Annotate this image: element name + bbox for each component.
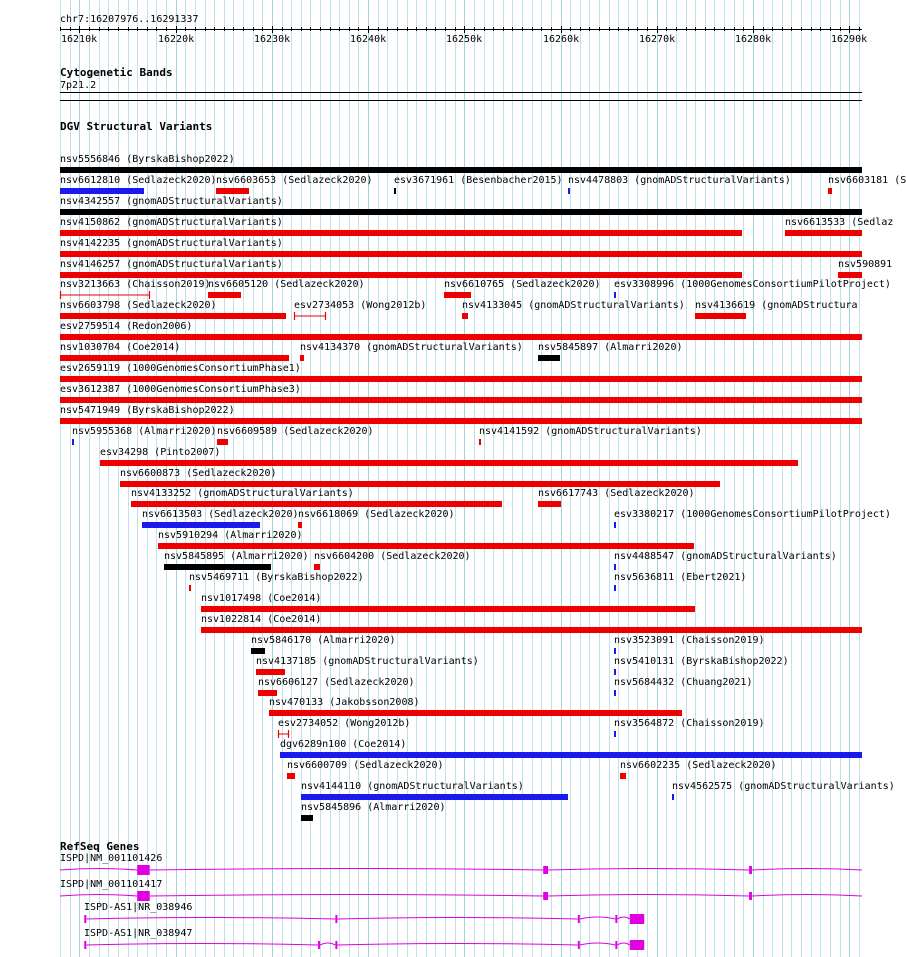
ruler-minor-tick	[89, 27, 90, 31]
sv-feature-label: nsv5471949 (ByrskaBishop2022)	[60, 405, 235, 416]
sv-feature-label: nsv4342557 (gnomADStructuralVariants)	[60, 196, 283, 207]
ruler-tick-label: 16260k	[543, 34, 580, 45]
ruler-minor-tick	[772, 27, 773, 31]
ruler-minor-tick	[820, 27, 821, 31]
grid-line	[532, 0, 533, 957]
sv-feature-bar	[280, 752, 862, 758]
ruler-minor-tick	[724, 27, 725, 31]
grid-line	[859, 0, 860, 957]
grid-line	[743, 0, 744, 957]
ruler-minor-tick	[474, 27, 475, 31]
sv-feature-label: esv2659119 (1000GenomesConsortiumPhase1)	[60, 363, 301, 374]
grid-line	[291, 0, 292, 957]
ruler-minor-tick	[147, 27, 148, 31]
ruler-minor-tick	[60, 27, 61, 31]
sv-feature-label: nsv5636811 (Ebert2021)	[614, 572, 747, 583]
sv-feature-label: nsv5684432 (Chuang2021)	[614, 677, 753, 688]
ruler-tick-label: 16240k	[350, 34, 387, 45]
ruler-minor-tick	[609, 27, 610, 31]
grid-line	[493, 0, 494, 957]
sv-feature-bar	[785, 230, 862, 236]
sv-feature-label: nsv4136619 (gnomADStructura	[695, 300, 858, 311]
sv-feature-label: nsv1017498 (Coe2014)	[201, 593, 322, 604]
ruler-minor-tick	[686, 27, 687, 31]
ruler-minor-tick	[791, 27, 792, 31]
sv-feature-label: nsv4133252 (gnomADStructuralVariants)	[131, 488, 354, 499]
ruler-minor-tick	[695, 27, 696, 31]
sv-feature-bar	[258, 690, 277, 696]
sv-feature-bar	[131, 501, 502, 507]
grid-line	[108, 0, 109, 957]
gene-model	[0, 863, 890, 879]
ruler-minor-tick	[811, 27, 812, 31]
sv-feature-bar	[568, 188, 570, 194]
ruler-minor-tick	[445, 27, 446, 31]
ruler-major-tick	[561, 26, 562, 33]
sv-feature-label: nsv6612810 (Sedlazeck2020)	[60, 175, 217, 186]
grid-line	[811, 0, 812, 957]
cytoband-track-title: Cytogenetic Bands	[60, 66, 173, 79]
ruler-tick-label: 16280k	[735, 34, 772, 45]
grid-line	[753, 0, 754, 957]
ruler-minor-tick	[618, 27, 619, 31]
ruler-minor-tick	[387, 27, 388, 31]
ruler-minor-tick	[349, 27, 350, 31]
ruler-minor-tick	[118, 27, 119, 31]
sv-feature-bar	[614, 731, 616, 737]
ruler-minor-tick	[233, 27, 234, 31]
ruler-minor-tick	[532, 27, 533, 31]
sv-feature-label: nsv6617743 (Sedlazeck2020)	[538, 488, 695, 499]
grid-line	[849, 0, 850, 957]
sv-feature-bar	[479, 439, 481, 445]
sv-feature-label: esv34298 (Pinto2007)	[100, 447, 221, 458]
ruler-minor-tick	[301, 27, 302, 31]
track-separator	[60, 100, 862, 101]
grid-line	[599, 0, 600, 957]
cytoband-label: 7p21.2	[60, 80, 97, 91]
sv-feature-bar	[287, 773, 295, 779]
grid-line	[484, 0, 485, 957]
ruler-minor-tick	[570, 27, 571, 31]
grid-line	[666, 0, 667, 957]
ruler-minor-tick	[108, 27, 109, 31]
sv-feature-label: nsv590891	[838, 259, 893, 270]
sv-feature-label: nsv5469711 (ByrskaBishop2022)	[189, 572, 364, 583]
grid-line	[474, 0, 475, 957]
ruler-minor-tick	[580, 27, 581, 31]
locus-label: chr7:16207976..16291337	[60, 14, 199, 25]
ruler-minor-tick	[416, 27, 417, 31]
sv-feature-bar	[60, 376, 862, 382]
sv-feature-label: nsv4562575 (gnomADStructuralVariants)	[672, 781, 895, 792]
ruler-minor-tick	[137, 27, 138, 31]
ruler-tick-label: 16270k	[639, 34, 676, 45]
ruler-minor-tick	[484, 27, 485, 31]
ruler-minor-tick	[493, 27, 494, 31]
ruler-major-tick	[368, 26, 369, 33]
sv-feature-bar	[60, 230, 742, 236]
grid-line	[772, 0, 773, 957]
ruler-major-tick	[272, 26, 273, 33]
ruler-minor-tick	[628, 27, 629, 31]
sv-feature-bar	[60, 272, 742, 278]
gene-model	[0, 912, 890, 928]
grid-line	[60, 0, 61, 957]
sv-feature-bar	[201, 606, 695, 612]
sv-feature-bar	[189, 585, 191, 591]
ruler-tick-label: 16290k	[831, 34, 868, 45]
sv-feature-label: nsv5556846 (ByrskaBishop2022)	[60, 154, 235, 165]
grid-line	[455, 0, 456, 957]
sv-feature-bar	[614, 292, 616, 298]
grid-line	[628, 0, 629, 957]
sv-feature-bar	[695, 313, 746, 319]
ruler-minor-tick	[253, 27, 254, 31]
sv-feature-label: nsv4134370 (gnomADStructuralVariants)	[300, 342, 523, 353]
sv-feature-label: nsv4150862 (gnomADStructuralVariants)	[60, 217, 283, 228]
sv-feature-bar	[60, 251, 862, 257]
sv-feature-label: esv3380217 (1000GenomesConsortiumPilotProject)	[614, 509, 891, 520]
grid-line	[464, 0, 465, 957]
ruler-minor-tick	[599, 27, 600, 31]
ruler-minor-tick	[541, 27, 542, 31]
sv-feature-bar	[60, 418, 862, 424]
sv-feature-bar	[60, 209, 862, 215]
sv-feature-label: esv3671961 (Besenbacher2015)	[394, 175, 563, 186]
gene-label: ISPD-AS1|NR_038946	[84, 902, 193, 913]
ruler-minor-tick	[358, 27, 359, 31]
sv-feature-bar	[251, 648, 265, 654]
sv-feature-bar	[256, 669, 285, 675]
sv-feature-bar	[60, 334, 862, 340]
sv-feature-label: nsv3523091 (Chaisson2019)	[614, 635, 765, 646]
ruler-minor-tick	[185, 27, 186, 31]
sv-feature-bar	[314, 564, 320, 570]
ruler-minor-tick	[503, 27, 504, 31]
sv-feature-label: nsv5955368 (Almarri2020)	[72, 426, 217, 437]
ruler-major-tick	[176, 26, 177, 33]
ruler-minor-tick	[782, 27, 783, 31]
ruler-minor-tick	[743, 27, 744, 31]
ruler-minor-tick	[512, 27, 513, 31]
sv-feature-label: nsv3213663 (Chaisson2019)	[60, 279, 211, 290]
sv-feature-bar	[614, 648, 616, 654]
sv-feature-bar	[301, 815, 313, 821]
cytoband-bar	[60, 92, 862, 93]
grid-line	[840, 0, 841, 957]
ruler-minor-tick	[282, 27, 283, 31]
grid-line	[695, 0, 696, 957]
ruler-minor-tick	[128, 27, 129, 31]
sv-feature-bar	[217, 439, 228, 445]
sv-feature-bar	[620, 773, 626, 779]
ruler-minor-tick	[99, 27, 100, 31]
sv-feature-bar	[614, 690, 616, 696]
ruler-minor-tick	[589, 27, 590, 31]
ruler-minor-tick	[156, 27, 157, 31]
gene-label: ISPD|NM_001101417	[60, 879, 163, 890]
grid-line	[657, 0, 658, 957]
sv-feature-label: nsv6618069 (Sedlazeck2020)	[298, 509, 455, 520]
ruler-tick-label: 16230k	[254, 34, 291, 45]
sv-feature-label: nsv6610765 (Sedlazeck2020)	[444, 279, 601, 290]
ruler-minor-tick	[310, 27, 311, 31]
grid-line	[89, 0, 90, 957]
sv-feature-label: esv2759514 (Redon2006)	[60, 321, 193, 332]
gene-model	[0, 938, 890, 954]
sv-feature-bar	[278, 730, 290, 738]
grid-line	[551, 0, 552, 957]
sv-feature-label: nsv6600873 (Sedlazeck2020)	[120, 468, 277, 479]
sv-feature-label: nsv4146257 (gnomADStructuralVariants)	[60, 259, 283, 270]
ruler-minor-tick	[407, 27, 408, 31]
sv-feature-bar	[216, 188, 249, 194]
grid-line	[99, 0, 100, 957]
grid-line	[830, 0, 831, 957]
sv-feature-label: nsv6605120 (Sedlazeck2020)	[208, 279, 365, 290]
sv-feature-bar	[614, 564, 616, 570]
ruler-minor-tick	[166, 27, 167, 31]
gene-label: ISPD-AS1|NR_038947	[84, 928, 193, 939]
grid-line	[782, 0, 783, 957]
gene-label: ISPD|NM_001101426	[60, 853, 163, 864]
sv-feature-bar	[142, 522, 260, 528]
sv-feature-label: nsv4137185 (gnomADStructuralVariants)	[256, 656, 479, 667]
ruler-minor-tick	[714, 27, 715, 31]
sv-feature-bar	[614, 669, 616, 675]
sv-feature-bar	[60, 167, 862, 173]
ruler-minor-tick	[214, 27, 215, 31]
ruler-major-tick	[464, 26, 465, 33]
sv-feature-bar	[60, 291, 151, 299]
sv-feature-label: nsv6600709 (Sedlazeck2020)	[287, 760, 444, 771]
grid-line	[686, 0, 687, 957]
ruler-major-tick	[753, 26, 754, 33]
grid-line	[570, 0, 571, 957]
ruler-minor-tick	[734, 27, 735, 31]
sv-feature-label: nsv4141592 (gnomADStructuralVariants)	[479, 426, 702, 437]
ruler-tick-label: 16250k	[446, 34, 483, 45]
ruler-minor-tick	[426, 27, 427, 31]
sv-feature-label: nsv4142235 (gnomADStructuralVariants)	[60, 238, 283, 249]
ruler-minor-tick	[840, 27, 841, 31]
grid-line	[618, 0, 619, 957]
sv-feature-label: nsv5845897 (Almarri2020)	[538, 342, 683, 353]
sv-feature-bar	[462, 313, 468, 319]
refseq-track-title: RefSeq Genes	[60, 840, 140, 853]
ruler-minor-tick	[455, 27, 456, 31]
ruler-minor-tick	[70, 27, 71, 31]
sv-feature-label: esv3612387 (1000GenomesConsortiumPhase3)	[60, 384, 301, 395]
ruler-minor-tick	[330, 27, 331, 31]
ruler-minor-tick	[830, 27, 831, 31]
sv-feature-bar	[208, 292, 241, 298]
grid-line	[714, 0, 715, 957]
grid-line	[647, 0, 648, 957]
ruler-minor-tick	[339, 27, 340, 31]
sv-feature-bar	[201, 627, 862, 633]
grid-line	[637, 0, 638, 957]
sv-feature-bar	[60, 188, 144, 194]
sv-feature-label: nsv6606127 (Sedlazeck2020)	[258, 677, 415, 688]
ruler-minor-tick	[397, 27, 398, 31]
sv-feature-label: nsv6603653 (Sedlazeck2020)	[216, 175, 373, 186]
sv-feature-label: nsv1022814 (Coe2014)	[201, 614, 322, 625]
grid-line	[705, 0, 706, 957]
sv-feature-bar	[828, 188, 832, 194]
grid-line	[512, 0, 513, 957]
ruler-minor-tick	[320, 27, 321, 31]
ruler-minor-tick	[859, 27, 860, 31]
grid-line	[79, 0, 80, 957]
ruler-minor-tick	[647, 27, 648, 31]
sv-feature-bar	[444, 292, 471, 298]
sv-feature-label: nsv6609589 (Sedlazeck2020)	[217, 426, 374, 437]
ruler-minor-tick	[435, 27, 436, 31]
ruler-minor-tick	[705, 27, 706, 31]
sv-feature-bar	[269, 710, 682, 716]
grid-line	[580, 0, 581, 957]
grid-line	[791, 0, 792, 957]
grid-line	[676, 0, 677, 957]
grid-line	[734, 0, 735, 957]
sv-feature-label: esv2734052 (Wong2012b)	[278, 718, 411, 729]
sv-feature-label: esv2734053 (Wong2012b)	[294, 300, 427, 311]
sv-feature-label: esv3308996 (1000GenomesConsortiumPilotProject)	[614, 279, 891, 290]
sv-feature-bar	[60, 355, 289, 361]
grid-line	[503, 0, 504, 957]
sv-feature-label: nsv470133 (Jakobsson2008)	[269, 697, 420, 708]
ruler-minor-tick	[676, 27, 677, 31]
sv-feature-label: nsv5910294 (Almarri2020)	[158, 530, 303, 541]
ruler-minor-tick	[378, 27, 379, 31]
sv-feature-bar	[394, 188, 396, 194]
sv-feature-bar	[298, 522, 302, 528]
sv-feature-label: nsv4478803 (gnomADStructuralVariants)	[568, 175, 791, 186]
ruler-minor-tick	[205, 27, 206, 31]
sv-feature-label: nsv6603798 (Sedlazeck2020)	[60, 300, 217, 311]
ruler-major-tick	[657, 26, 658, 33]
ruler-minor-tick	[195, 27, 196, 31]
sv-feature-bar	[614, 585, 616, 591]
sv-feature-bar	[838, 272, 862, 278]
ruler-minor-tick	[801, 27, 802, 31]
sv-feature-label: nsv6613503 (Sedlazeck2020)	[142, 509, 299, 520]
sv-feature-label: nsv4144110 (gnomADStructuralVariants)	[301, 781, 524, 792]
grid-line	[820, 0, 821, 957]
sv-feature-label: dgv6289n100 (Coe2014)	[280, 739, 407, 750]
grid-line	[724, 0, 725, 957]
sv-feature-label: nsv6602235 (Sedlazeck2020)	[620, 760, 777, 771]
sv-feature-label: nsv1030704 (Coe2014)	[60, 342, 181, 353]
dgv-track-title: DGV Structural Variants	[60, 120, 213, 133]
grid-line	[282, 0, 283, 957]
sv-feature-bar	[672, 794, 674, 800]
sv-feature-label: nsv5845896 (Almarri2020)	[301, 802, 446, 813]
sv-feature-label: nsv5845895 (Almarri2020)	[164, 551, 309, 562]
sv-feature-label: nsv4133045 (gnomADStructuralVariants)	[462, 300, 685, 311]
sv-feature-bar	[164, 564, 271, 570]
grid-line	[589, 0, 590, 957]
sv-feature-bar	[158, 543, 694, 549]
ruler-minor-tick	[763, 27, 764, 31]
sv-feature-label: nsv6613533 (Sedlaz	[785, 217, 894, 228]
sv-feature-bar	[120, 481, 720, 487]
grid-line	[541, 0, 542, 957]
sv-feature-bar	[538, 355, 560, 361]
ruler-minor-tick	[224, 27, 225, 31]
grid-line	[118, 0, 119, 957]
grid-line	[522, 0, 523, 957]
sv-feature-label: nsv3564872 (Chaisson2019)	[614, 718, 765, 729]
ruler-line	[60, 29, 862, 30]
sv-feature-label: nsv6603181 (S	[828, 175, 906, 186]
ruler-tick-label: 16220k	[158, 34, 195, 45]
grid-line	[763, 0, 764, 957]
ruler-minor-tick	[291, 27, 292, 31]
sv-feature-bar	[294, 312, 327, 320]
grid-line	[801, 0, 802, 957]
ruler-minor-tick	[262, 27, 263, 31]
sv-feature-label: nsv5410131 (ByrskaBishop2022)	[614, 656, 789, 667]
sv-feature-bar	[60, 397, 862, 403]
grid-line	[70, 0, 71, 957]
ruler-minor-tick	[637, 27, 638, 31]
sv-feature-bar	[72, 439, 74, 445]
grid-line	[609, 0, 610, 957]
ruler-major-tick	[79, 26, 80, 33]
sv-feature-label: nsv6604200 (Sedlazeck2020)	[314, 551, 471, 562]
sv-feature-bar	[60, 313, 286, 319]
ruler-minor-tick	[522, 27, 523, 31]
sv-feature-bar	[538, 501, 561, 507]
ruler-minor-tick	[551, 27, 552, 31]
sv-feature-bar	[614, 522, 616, 528]
ruler-tick-label: 16210k	[61, 34, 98, 45]
sv-feature-bar	[300, 355, 304, 361]
ruler-minor-tick	[243, 27, 244, 31]
grid-line	[561, 0, 562, 957]
sv-feature-bar	[301, 794, 568, 800]
sv-feature-label: nsv5846170 (Almarri2020)	[251, 635, 396, 646]
sv-feature-bar	[100, 460, 798, 466]
ruler-major-tick	[849, 26, 850, 33]
ruler-minor-tick	[666, 27, 667, 31]
sv-feature-label: nsv4488547 (gnomADStructuralVariants)	[614, 551, 837, 562]
